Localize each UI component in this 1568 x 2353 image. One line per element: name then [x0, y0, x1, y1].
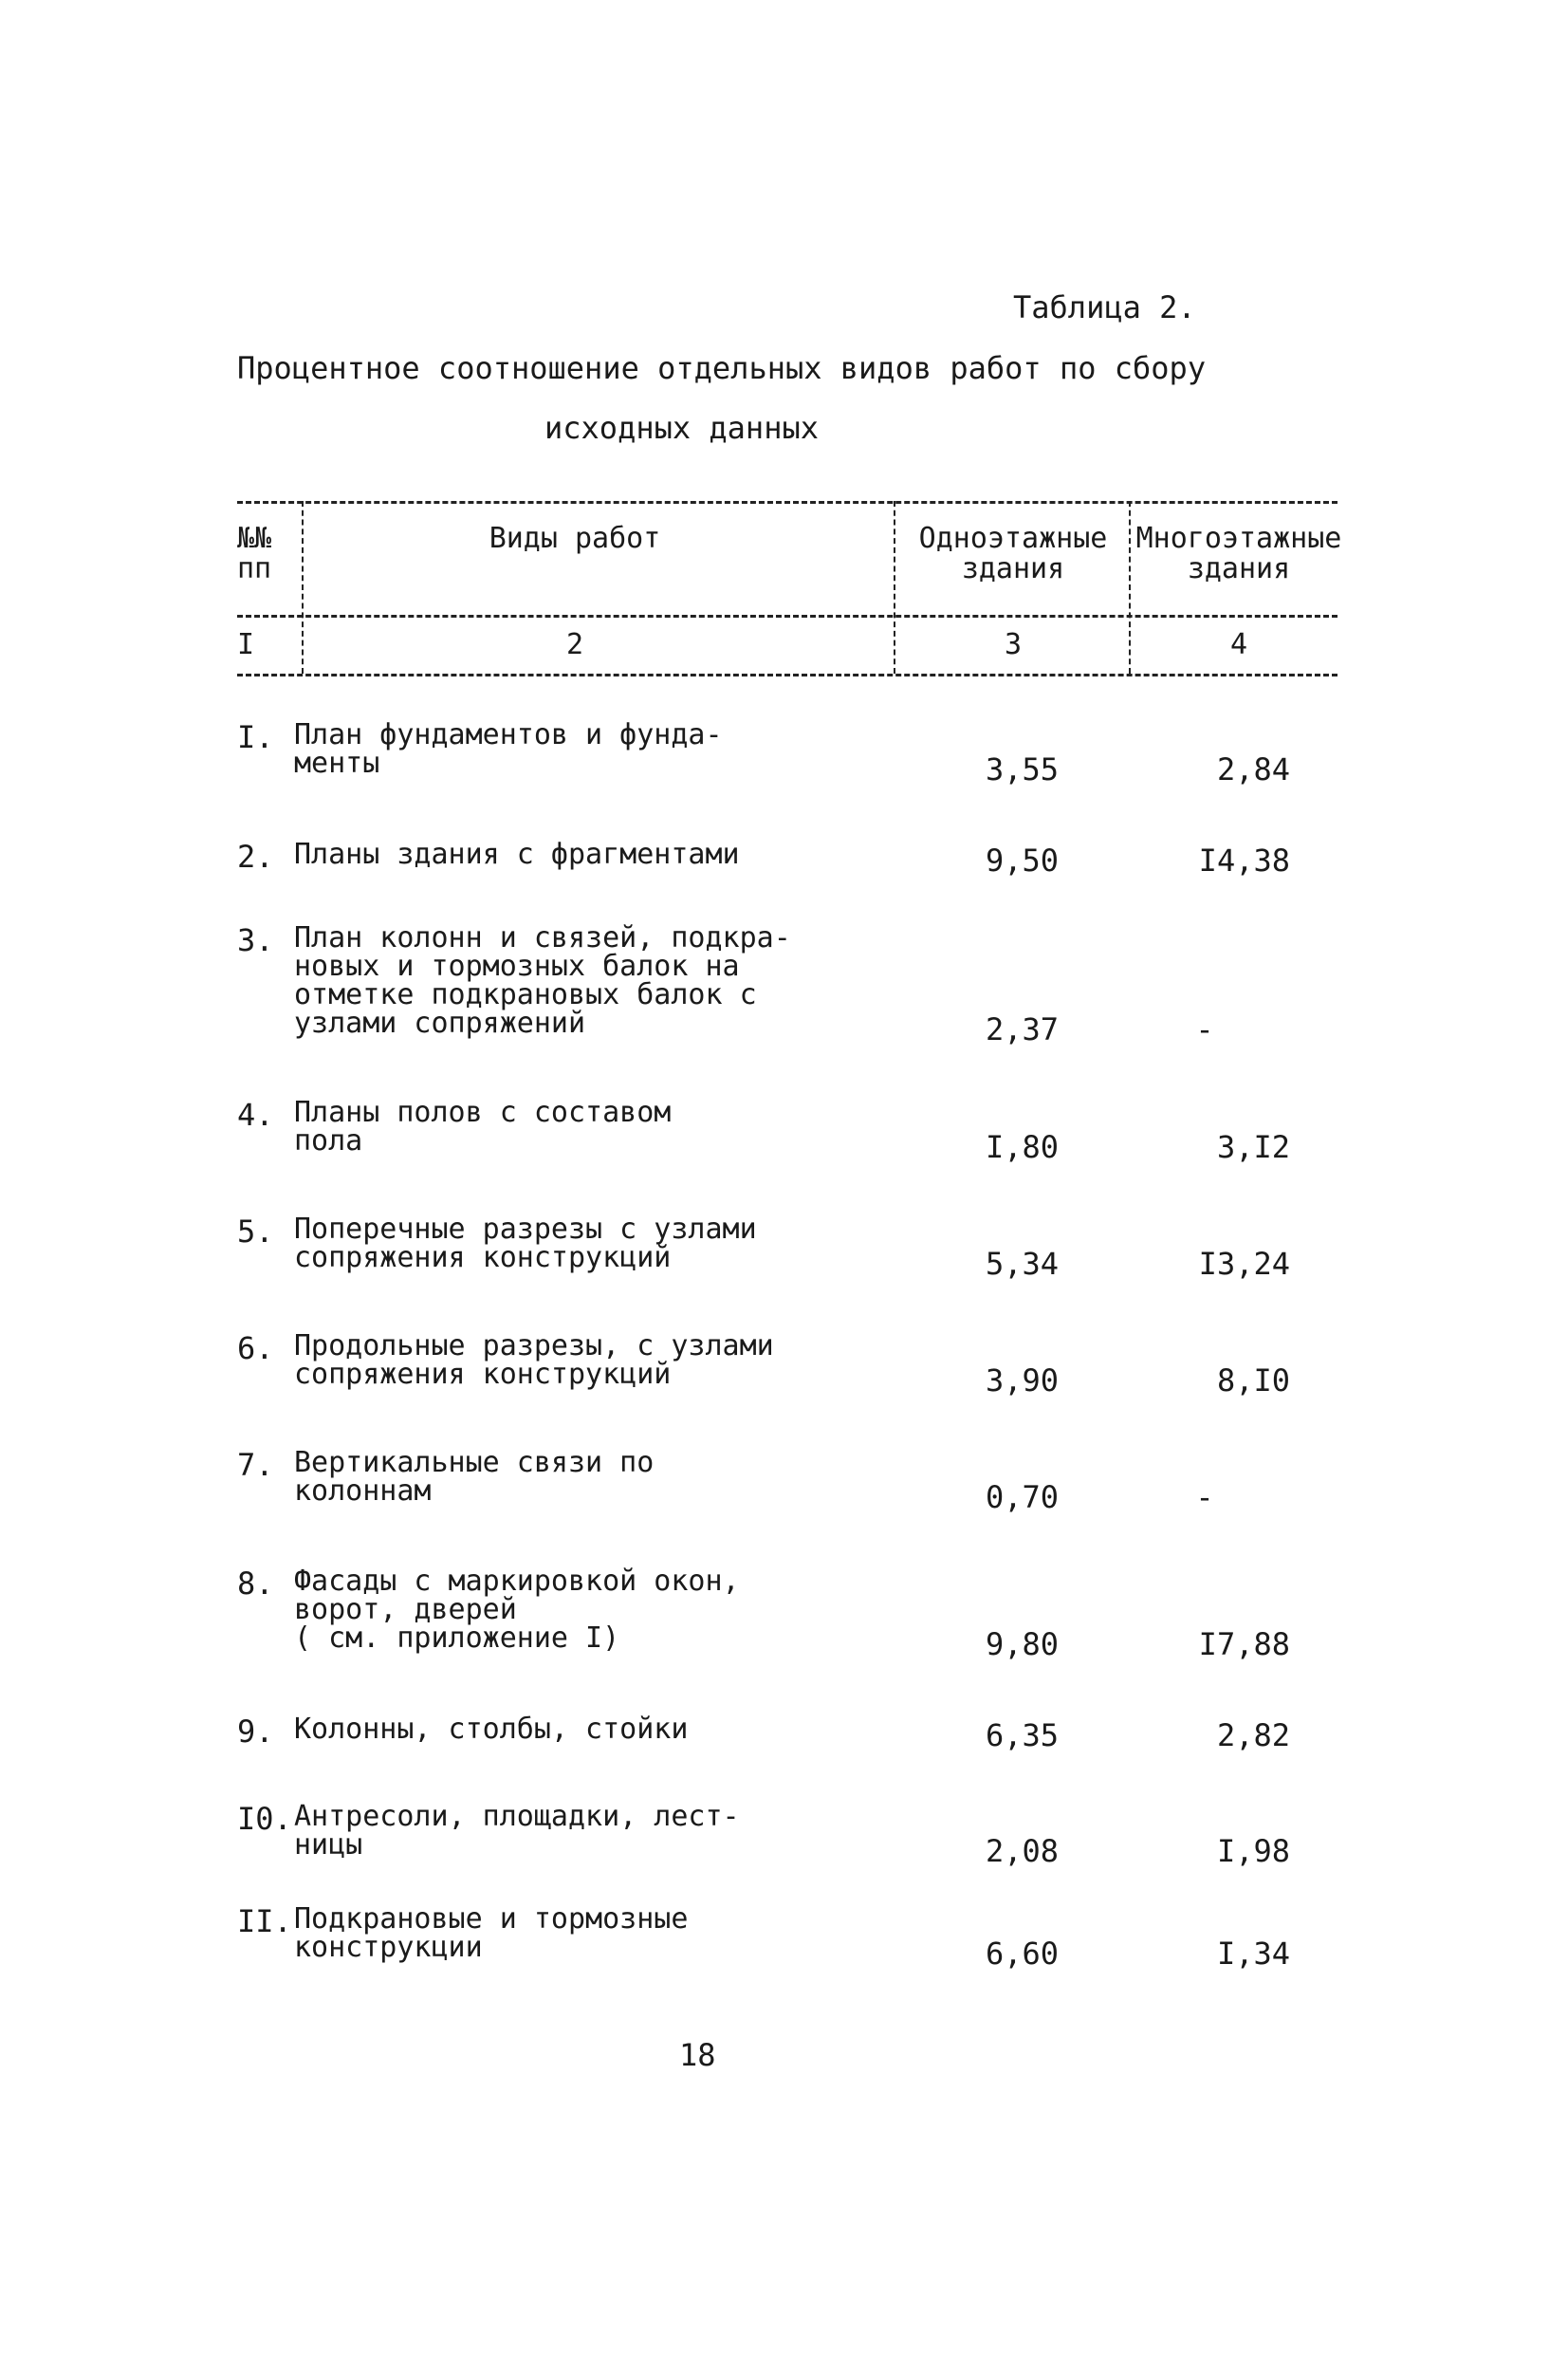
row-number: 4. — [237, 1097, 274, 1133]
row-number: 6. — [237, 1330, 274, 1366]
row-number: I0. — [237, 1801, 292, 1837]
row-number: 3. — [237, 922, 274, 958]
row-number: 9. — [237, 1714, 274, 1750]
row-value-multi-storey: 3,I2 — [1216, 1129, 1290, 1165]
row-work-type-line: ницы — [294, 1828, 363, 1862]
row-number: 8. — [237, 1566, 274, 1602]
row-value-single-storey: 0,70 — [985, 1479, 1059, 1515]
row-number: 7. — [237, 1447, 274, 1483]
row-value-single-storey: 9,80 — [985, 1626, 1059, 1662]
table-caption: Таблица 2. — [1013, 289, 1196, 325]
row-value-single-storey: 5,34 — [985, 1246, 1059, 1282]
row-work-type-line: отметке подкрановых балок с — [294, 978, 757, 1011]
page-number: 18 — [679, 2037, 716, 2073]
row-work-type-line: Продольные разрезы, с узлами — [294, 1329, 774, 1362]
row-number: 5. — [237, 1214, 274, 1250]
row-number: I. — [237, 719, 274, 755]
table-title-line-2: исходных данных — [544, 410, 819, 446]
row-value-multi-storey: 2,82 — [1216, 1717, 1290, 1753]
row-work-type-line: Вертикальные связи по — [294, 1446, 655, 1479]
row-work-type — [294, 1715, 688, 1744]
row-work-type — [294, 1800, 740, 1862]
row-value-multi-storey: 2,84 — [1216, 751, 1290, 787]
row-work-type-line: Планы здания с фрагментами — [294, 838, 740, 871]
header-separator-rule — [237, 615, 1337, 618]
row-work-type-line: менты — [294, 747, 380, 780]
row-work-type-line: Планы полов с составом — [294, 1096, 672, 1129]
row-number: II. — [237, 1903, 292, 1939]
header-col-work-type: Виды работ — [489, 522, 661, 555]
row-work-type-line: сопряжения конструкций — [294, 1358, 672, 1391]
header-col-single-storey: Одноэтажные здания — [918, 522, 1108, 585]
column-divider-3 — [1129, 501, 1131, 674]
row-value-multi-storey: 8,I0 — [1216, 1362, 1290, 1399]
row-work-type-line: Антресоли, площадки, лест- — [294, 1800, 740, 1833]
table-title-line-1: Процентное соотношение отдельных видов работ по сбору — [237, 350, 1207, 386]
row-work-type — [294, 1902, 689, 1964]
table-top-rule — [237, 501, 1337, 504]
col-number-1: I — [237, 628, 255, 661]
row-value-multi-storey: - — [1195, 1011, 1214, 1047]
row-value-multi-storey: - — [1195, 1479, 1214, 1515]
row-work-type-line: План фундаментов и фунда- — [294, 718, 723, 751]
row-work-type-line: Подкрановые и тормозные — [294, 1902, 689, 1936]
row-work-type — [294, 1446, 655, 1508]
column-divider-2 — [894, 501, 895, 674]
col-number-3: 3 — [1004, 628, 1023, 661]
row-work-type — [294, 718, 723, 780]
row-value-multi-storey: I3,24 — [1198, 1246, 1290, 1282]
row-work-type-line: План колонн и связей, подкра- — [294, 921, 791, 954]
row-value-single-storey: 2,08 — [985, 1833, 1059, 1869]
row-value-single-storey: 3,55 — [985, 751, 1059, 787]
row-work-type — [294, 1567, 740, 1653]
row-value-single-storey: 2,37 — [985, 1011, 1059, 1047]
row-value-multi-storey: I4,38 — [1198, 843, 1290, 879]
row-value-multi-storey: I,34 — [1216, 1936, 1290, 1972]
row-work-type-line: ворот, дверей — [294, 1593, 517, 1626]
row-work-type-line: колоннам — [294, 1474, 432, 1508]
row-value-single-storey: I,80 — [985, 1129, 1059, 1165]
row-value-multi-storey: I,98 — [1216, 1833, 1290, 1869]
row-work-type-line: ( см. приложение I) — [294, 1621, 620, 1655]
row-value-single-storey: 6,35 — [985, 1717, 1059, 1753]
row-work-type — [294, 1096, 672, 1158]
col-number-2: 2 — [565, 628, 584, 661]
header-col-multi-storey: Многоэтажные здания — [1135, 522, 1342, 585]
row-work-type — [294, 838, 740, 871]
row-work-type-line: сопряжения конструкций — [294, 1241, 672, 1274]
row-work-type-line: Поперечные разрезы с узлами — [294, 1213, 757, 1246]
col-number-4: 4 — [1229, 628, 1248, 661]
row-value-single-storey: 3,90 — [985, 1362, 1059, 1399]
header-col-number: №№ пп — [237, 522, 272, 585]
row-work-type-line: Колонны, столбы, стойки — [294, 1713, 689, 1746]
row-work-type-line: узлами сопряжений — [294, 1007, 586, 1040]
row-work-type — [294, 1329, 774, 1391]
row-work-type — [294, 1215, 757, 1272]
row-work-type-line: новых и тормозных балок на — [294, 950, 740, 983]
row-work-type — [294, 921, 791, 1040]
column-number-rule — [237, 674, 1337, 676]
row-work-type-line: конструкции — [294, 1931, 483, 1964]
row-number: 2. — [237, 839, 274, 875]
column-divider-1 — [302, 501, 304, 674]
row-work-type-line: пола — [294, 1124, 363, 1158]
row-value-single-storey: 6,60 — [985, 1936, 1059, 1972]
row-work-type-line: Фасады с маркировкой окон, — [294, 1565, 740, 1598]
row-value-single-storey: 9,50 — [985, 843, 1059, 879]
row-value-multi-storey: I7,88 — [1198, 1626, 1290, 1662]
